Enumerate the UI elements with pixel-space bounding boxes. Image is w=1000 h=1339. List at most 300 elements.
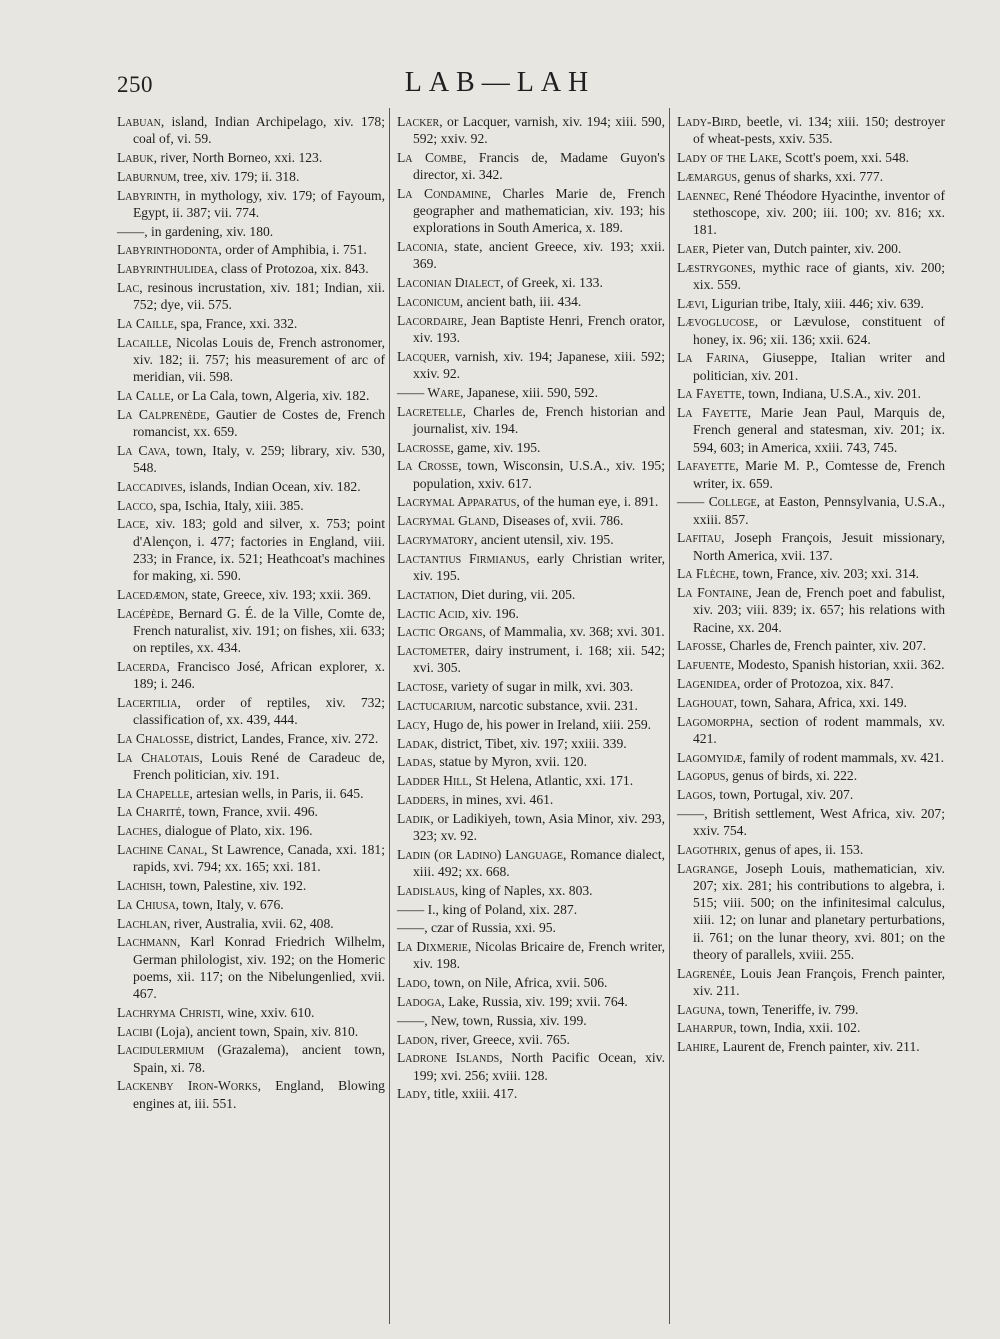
entry-headword: La Fayette — [677, 386, 742, 402]
index-entry — [117, 605, 385, 657]
index-entry — [677, 749, 945, 766]
entry-headword: Læstrygones — [677, 259, 753, 275]
entry-references: , Charles Marie de, French geographer and mathematician, xiv. 193; his explorations in South America, x. 189. — [413, 186, 666, 236]
entry-references: , town, Italy, v. 676. — [175, 896, 284, 912]
page-number: 250 — [117, 72, 153, 97]
index-entry — [397, 403, 665, 437]
entry-headword: La Calprenède — [117, 406, 207, 422]
index-entry — [397, 238, 665, 272]
entry-headword: Lactation — [397, 586, 455, 602]
entry-references: , state, Greece, xiv. 193; xxii. 369. — [184, 586, 372, 602]
index-entry — [397, 348, 665, 382]
index-entry — [117, 279, 385, 313]
entry-headword: Lactantius Firmianus — [397, 550, 526, 566]
entry-headword: Labuk — [117, 150, 154, 165]
entry-headword: Lagos — [677, 787, 713, 803]
entry-headword: —— I. — [397, 901, 436, 917]
index-entry — [397, 753, 665, 770]
entry-headword: Laghouat — [677, 694, 734, 710]
entry-references: , Charles de, French historian and journalist, xiv. 194. — [413, 403, 665, 436]
entry-headword: Lacrymal Apparatus — [397, 494, 517, 510]
index-entry — [117, 1077, 385, 1111]
entry-headword: Ladrone Islands — [397, 1050, 500, 1066]
entry-headword: Ladin (or Ladino) Language — [397, 846, 563, 862]
entry-headword: Laconian Dialect — [397, 275, 501, 291]
index-entry — [677, 1001, 945, 1018]
entry-references: , Joseph Louis, mathematician, xiv. 207; xix. 281; his contributions to algebra, i. 515; viii. 500; on the infinitesimal calculus, xiii. 12; on lunar and planetary perturbations, ii. 761; on the lunar theory, xvi. 801; on the theory of parallels, xviii. 255. — [693, 860, 945, 962]
index-entry — [117, 730, 385, 747]
entry-headword: —— College — [677, 494, 757, 510]
entry-headword: Laer — [677, 240, 706, 256]
entry-references: , of Mammalia, xv. 368; xvi. 301. — [482, 624, 665, 640]
entry-references: , Charles de, French painter, xiv. 207. — [722, 638, 927, 654]
entry-headword: Lacaille — [117, 334, 169, 350]
entry-headword: Laconicum — [397, 294, 460, 309]
index-entry — [397, 312, 665, 346]
index-entry — [677, 404, 945, 456]
index-entry — [677, 637, 945, 654]
entry-references: , or Ladikiyeh, town, Asia Minor, xiv. 293, 323; xv. 92. — [413, 810, 665, 843]
index-entry — [117, 1004, 385, 1021]
entry-headword: La Combe — [397, 150, 463, 165]
entry-references: , town, Teneriffe, iv. 799. — [721, 1001, 859, 1017]
entry-references: , genus of sharks, xxi. 777. — [736, 168, 884, 184]
index-entry — [677, 1038, 945, 1055]
entry-references: , genus of birds, xi. 222. — [725, 768, 858, 784]
entry-headword: Lafuente — [677, 657, 731, 673]
index-entry — [117, 223, 385, 240]
entry-references: , czar of Russia, xxi. 95. — [424, 920, 556, 936]
entry-headword: Lacibi — [117, 1023, 153, 1039]
entry-references: , Nicolas Bricaire de, French writer, xiv. 198. — [413, 939, 665, 972]
entry-references: (Grazalema), ancient town, Spain, xi. 78. — [133, 1042, 385, 1075]
entry-references: , or La Cala, town, Algeria, xiv. 182. — [170, 387, 370, 403]
entry-headword: La Cava — [117, 442, 167, 458]
index-entry — [117, 442, 385, 476]
entry-headword: Ladislaus — [397, 882, 455, 898]
entry-references: , river, Greece, xvii. 765. — [434, 1031, 570, 1047]
entry-headword: Ladon — [397, 1031, 435, 1047]
entry-references: , Jean Baptiste Henri, French orator, xiv. 193. — [413, 312, 665, 345]
index-entry — [117, 915, 385, 932]
index-entry — [677, 805, 945, 839]
entry-references: , title, xxiii. 417. — [426, 1086, 518, 1102]
index-entry — [397, 846, 665, 880]
entry-references: , or Lævulose, constituent of honey, ix. 96; xii. 136; xxii. 624. — [693, 314, 945, 347]
entry-headword: Lacidulermium — [117, 1042, 205, 1058]
entry-references: , New, town, Russia, xiv. 199. — [424, 1012, 587, 1028]
entry-headword: Ladder Hill — [397, 773, 469, 789]
entry-headword: Lachlan — [117, 915, 167, 931]
index-entry — [677, 240, 945, 257]
index-entry — [117, 877, 385, 894]
index-entry — [677, 713, 945, 747]
entry-references: , statue by Myron, xvii. 120. — [432, 754, 587, 770]
entry-references: , René Théodore Hyacinthe, inventor of stethoscope, xiv. 200; iii. 100; xv. 816; xx. 181. — [693, 187, 945, 237]
index-entry — [397, 1031, 665, 1048]
entry-references: , town, Portugal, xiv. 207. — [712, 787, 854, 803]
index-entry — [397, 1049, 665, 1083]
index-entry — [397, 457, 665, 491]
entry-headword: Lactic Organs — [397, 624, 483, 640]
index-entry — [117, 658, 385, 692]
entry-headword: Laconia — [397, 239, 445, 255]
entry-references: , Modesto, Spanish historian, xxii. 362. — [730, 657, 945, 673]
index-entry — [397, 185, 665, 237]
index-entry — [117, 822, 385, 839]
index-entry — [677, 860, 945, 963]
entry-references: , North Pacific Ocean, xiv. 199; xvi. 256; xviii. 128. — [413, 1050, 665, 1083]
index-entry — [397, 550, 665, 584]
entry-headword: —— — [117, 223, 145, 239]
entry-references: , dairy instrument, i. 168; xii. 542; xvi. 305. — [413, 643, 665, 676]
entry-references: , Francis de, Madame Guyon's director, xi. 342. — [413, 150, 665, 183]
entry-headword: Lacretelle — [397, 403, 463, 419]
entry-headword: Lafayette — [677, 458, 736, 474]
index-entry — [397, 113, 665, 147]
entry-references: , resinous incrustation, xiv. 181; Indian, xii. 752; dye, vii. 575. — [133, 279, 385, 313]
index-entry — [117, 113, 385, 147]
entry-headword: Lagenidea — [677, 675, 737, 691]
entry-headword: Labuan — [117, 114, 161, 129]
entry-headword: Lachish — [117, 877, 163, 893]
entry-references: , of the human eye, i. 891. — [516, 494, 659, 510]
index-entry — [397, 716, 665, 733]
index-entry — [397, 901, 665, 918]
index-column-3 — [677, 113, 945, 1057]
entry-headword: Lactose — [397, 679, 445, 695]
index-entry — [117, 841, 385, 875]
entry-headword: Lævoglucose — [677, 314, 755, 330]
index-entry — [117, 406, 385, 440]
index-entry — [117, 497, 385, 514]
entry-references: , Francisco José, African explorer, x. 189; i. 246. — [133, 658, 385, 691]
entry-references: , Romance dialect, xiii. 492; xx. 668. — [413, 846, 665, 879]
entry-headword: Ladoga — [397, 993, 442, 1009]
index-entry — [677, 565, 945, 582]
entry-headword: Lacrymatory — [397, 531, 475, 547]
entry-headword: Lackenby Iron-Works — [117, 1078, 258, 1094]
index-entry — [677, 584, 945, 636]
entry-headword: Lahire — [677, 1039, 716, 1055]
entry-references: , Joseph François, Jesuit missionary, North America, xvii. 137. — [693, 530, 945, 563]
entry-references: , Ligurian tribe, Italy, xiii. 446; xiv. 639. — [704, 295, 924, 311]
entry-references: , state, ancient Greece, xiv. 193; xxii. 369. — [413, 239, 665, 272]
entry-headword: —— — [397, 920, 425, 936]
index-entry — [117, 749, 385, 783]
index-entry — [397, 274, 665, 291]
index-entry — [117, 785, 385, 802]
entry-headword: La Caille — [117, 315, 174, 331]
entry-headword: Lafitau — [677, 530, 722, 546]
index-entry — [397, 1085, 665, 1102]
index-entry — [677, 168, 945, 185]
entry-references: , Marie M. P., Comtesse de, French writer, ix. 659. — [693, 458, 945, 491]
entry-headword: Lagrange — [677, 860, 735, 876]
index-entry — [397, 493, 665, 510]
index-entry — [117, 803, 385, 820]
index-entry — [397, 993, 665, 1010]
entry-references: , early Christian writer, xiv. 195. — [413, 550, 665, 583]
entry-headword: La Farina — [677, 350, 746, 366]
entry-references: , tree, xiv. 179; ii. 318. — [176, 168, 300, 184]
entry-headword: Lactucarium — [397, 697, 473, 713]
entry-headword: Lævi — [677, 295, 705, 311]
entry-references: , town, Indiana, U.S.A., xiv. 201. — [741, 386, 922, 402]
entry-headword: Lactic Acid — [397, 605, 465, 621]
entry-references: , or Lacquer, varnish, xiv. 194; xiii. 590, 592; xxiv. 92. — [413, 114, 665, 147]
entry-headword: Lachmann — [117, 934, 177, 950]
index-entry — [677, 349, 945, 383]
entry-references: , Lake, Russia, xiv. 199; xvii. 764. — [441, 993, 628, 1009]
index-entry — [117, 334, 385, 386]
index-entry — [117, 168, 385, 185]
index-entry — [677, 149, 945, 166]
entry-headword: Labyrinthulidea — [117, 261, 215, 277]
entry-headword: Laches — [117, 823, 159, 839]
entry-headword: Lactometer — [397, 643, 467, 659]
entry-headword: Ladders — [397, 791, 446, 807]
entry-references: , spa, France, xxi. 332. — [173, 315, 298, 331]
index-entry — [677, 113, 945, 147]
entry-references: , town, France, xiv. 203; xxi. 314. — [735, 566, 920, 582]
entry-headword: Lafosse — [677, 638, 723, 654]
index-column-1 — [117, 113, 385, 1113]
entry-references: , dialogue of Plato, xix. 196. — [158, 823, 313, 839]
entry-references: , river, Australia, xvii. 62, 408. — [166, 915, 334, 931]
entry-references: , England, Blowing engines at, iii. 551. — [133, 1078, 385, 1111]
index-entry — [117, 187, 385, 221]
index-entry — [677, 965, 945, 999]
entry-references: , Marie Jean Paul, Marquis de, French general and statesman, xiv. 201; ix. 594, 603; in America, xxiii. 743, 745. — [693, 405, 945, 455]
index-entry — [397, 293, 665, 310]
index-entry — [397, 623, 665, 640]
index-entry — [117, 149, 385, 166]
index-entry — [397, 1012, 665, 1029]
entry-headword: Laccadives — [117, 478, 183, 494]
entry-references: , town, Sahara, Africa, xxi. 149. — [733, 694, 907, 710]
index-entry — [677, 786, 945, 803]
entry-references: , island, Indian Archipelago, xiv. 178; coal of, vi. 59. — [133, 114, 385, 147]
index-entry — [117, 1041, 385, 1075]
index-entry — [397, 531, 665, 548]
index-entry — [117, 896, 385, 913]
entry-references: , varnish, xiv. 194; Japanese, xiii. 592; xxiv. 92. — [413, 348, 665, 381]
entry-headword: Lado — [397, 975, 427, 991]
index-entry — [677, 529, 945, 563]
entry-headword: Lacertilia — [117, 694, 178, 710]
index-entry — [677, 385, 945, 402]
entry-references: , Bernard G. É. de la Ville, Comte de, French naturalist, xiv. 191; on fishes, xii. 633; on reptiles, xx. 434. — [133, 605, 385, 655]
entry-headword: La Fayette — [677, 405, 748, 421]
entry-references: , artesian wells, in Paris, ii. 645. — [189, 785, 364, 801]
entry-references: , in mythology, xiv. 179; of Fayoum, Egypt, ii. 387; vii. 774. — [133, 187, 385, 220]
entry-headword: La Charité — [117, 804, 182, 820]
entry-references: , town, on Nile, Africa, xvii. 506. — [426, 975, 608, 991]
entry-headword: Ladas — [397, 754, 433, 770]
entry-headword: Lagomyidæ — [677, 749, 743, 765]
index-entry — [677, 457, 945, 491]
entry-headword: Lace — [117, 516, 146, 532]
entry-references: , order of Amphibia, i. 751. — [218, 242, 367, 258]
index-entry — [397, 735, 665, 752]
index-entry — [117, 694, 385, 728]
entry-headword: Lachryma Christi — [117, 1004, 221, 1020]
entry-headword: Lacedæmon — [117, 586, 185, 602]
entry-headword: La Chapelle — [117, 785, 190, 801]
index-entry — [397, 586, 665, 603]
column-rule — [389, 108, 390, 1324]
index-entry — [677, 493, 945, 527]
entry-references: , game, xiv. 195. — [450, 439, 541, 455]
entry-references: , Gautier de Costes de, French romancist, xx. 659. — [133, 406, 385, 439]
index-entry — [677, 694, 945, 711]
entry-headword: Lacco — [117, 497, 154, 513]
entry-references: , Louis René de Caradeuc de, French politician, xiv. 191. — [133, 749, 386, 782]
entry-headword: Lady-Bird — [677, 114, 738, 129]
entry-headword: La Flèche — [677, 566, 736, 582]
entry-references: , Pieter van, Dutch painter, xiv. 200. — [705, 240, 902, 256]
index-entry — [117, 315, 385, 332]
entry-headword: La Calle — [117, 387, 171, 403]
entry-headword: Lagrenée — [677, 965, 732, 981]
entry-references: , order of reptiles, xiv. 732; classification of, xx. 439, 444. — [133, 694, 385, 727]
entry-references: , British settlement, West Africa, xiv. 207; xxiv. 754. — [693, 805, 945, 839]
entry-headword: Lacrymal Gland — [397, 513, 496, 529]
running-head: LAB—LAH — [404, 67, 596, 98]
entry-headword: Lachine Canal — [117, 841, 204, 857]
entry-references: , Laurent de, French painter, xiv. 211. — [715, 1039, 920, 1055]
entry-headword: —— — [397, 1012, 425, 1028]
entry-references: , district, Tibet, xiv. 197; xxiii. 339. — [434, 735, 627, 751]
index-entry — [677, 841, 945, 858]
entry-references: , Giuseppe, Italian writer and politician, xiv. 201. — [693, 350, 945, 383]
entry-references: , king of Naples, xx. 803. — [454, 882, 593, 898]
entry-headword: La Crosse — [397, 458, 459, 474]
entry-headword: La Dixmerie — [397, 939, 468, 955]
column-rule — [669, 108, 670, 1324]
entry-headword: Læmargus — [677, 168, 737, 184]
entry-references: , mythic race of giants, xiv. 200; xix. 559. — [693, 259, 945, 292]
entry-headword: Lacépède — [117, 605, 171, 621]
entry-headword: —— Ware — [397, 384, 461, 400]
entry-headword: Labyrinth — [117, 187, 177, 203]
entry-references: , town, Wisconsin, U.S.A., xiv. 195; population, xxiv. 617. — [413, 458, 665, 491]
entry-headword: Laharpur — [677, 1020, 734, 1036]
index-entry — [117, 586, 385, 603]
index-entry — [397, 974, 665, 991]
entry-references: , town, Italy, v. 259; library, xiv. 530, 548. — [133, 442, 386, 475]
entry-references: , xiv. 196. — [465, 605, 519, 621]
entry-references: , St Helena, Atlantic, xxi. 171. — [468, 773, 634, 789]
entry-headword: Ladak — [397, 735, 435, 751]
index-entry — [677, 295, 945, 312]
entry-references: , Japanese, xiii. 590, 592. — [460, 384, 598, 400]
index-entry — [397, 919, 665, 936]
index-entry — [397, 938, 665, 972]
index-entry — [117, 1023, 385, 1040]
entry-headword: Lagopus — [677, 768, 726, 784]
entry-references: , at Easton, Pennsylvania, U.S.A., xxiii. 857. — [693, 494, 946, 527]
index-entry — [397, 149, 665, 183]
entry-references: , of Greek, xi. 133. — [500, 275, 603, 291]
entry-references: , in gardening, xiv. 180. — [144, 223, 274, 239]
index-entry — [117, 933, 385, 1002]
index-entry — [397, 384, 665, 401]
index-entry — [397, 605, 665, 622]
entry-references: , Nicolas Louis de, French astronomer, xiv. 182; ii. 757; his measurement of arc of meridian, vii. 598. — [133, 334, 385, 385]
entry-references: , xiv. 183; gold and silver, x. 753; point d'Alençon, i. 477; factories in England, viii. 233; in France, ix. 521; Heathcoat's machines for making, xi. 590. — [133, 516, 385, 583]
entry-headword: Lac — [117, 279, 140, 295]
entry-headword: Lagothrix — [677, 841, 738, 857]
entry-references: , in mines, xvi. 461. — [445, 791, 554, 807]
index-entry — [397, 512, 665, 529]
entry-headword: La Chiusa — [117, 896, 176, 912]
entry-references: , Diseases of, xvii. 786. — [495, 513, 624, 529]
entry-headword: Lacker — [397, 114, 440, 129]
index-entry — [677, 767, 945, 784]
entry-references: , beetle, vi. 134; xiii. 150; destroyer of wheat-pests, xxiv. 535. — [693, 114, 945, 147]
entry-references: , variety of sugar in milk, xvi. 303. — [444, 679, 634, 695]
entry-headword: Lacquer — [397, 348, 447, 364]
index-entry — [117, 387, 385, 404]
index-entry — [397, 439, 665, 456]
index-entry — [677, 1019, 945, 1036]
entry-references: , town, Palestine, xiv. 192. — [162, 877, 307, 893]
entry-references: , Jean de, French poet and fabulist, xiv. 203; viii. 839; ix. 657; his relations with Racine, xx. 204. — [693, 585, 945, 635]
entry-references: , ancient utensil, xiv. 195. — [474, 531, 614, 547]
entry-references: , islands, Indian Ocean, xiv. 182. — [182, 478, 361, 494]
entry-headword: —— — [677, 805, 705, 821]
index-entry — [397, 642, 665, 676]
index-entry — [397, 772, 665, 789]
entry-references: , Louis Jean François, French painter, xiv. 211. — [693, 965, 945, 998]
entry-references: , section of rodent mammals, xv. 421. — [693, 713, 945, 746]
entry-references: , Scott's poem, xxi. 548. — [778, 150, 910, 165]
entry-references: , family of rodent mammals, xv. 421. — [742, 749, 945, 765]
entry-references: , river, North Borneo, xxi. 123. — [153, 150, 323, 165]
entry-headword: Lacordaire — [397, 312, 464, 328]
index-entry — [117, 478, 385, 495]
entry-headword: Lacrosse — [397, 439, 451, 455]
entry-headword: La Chalosse — [117, 730, 190, 746]
entry-references: , wine, xxiv. 610. — [220, 1004, 315, 1020]
entry-headword: Laburnum — [117, 168, 177, 184]
entry-references: , narcotic substance, xvii. 231. — [472, 697, 638, 713]
index-entry — [397, 810, 665, 844]
entry-headword: Lacy — [397, 716, 427, 732]
index-entry — [677, 187, 945, 239]
entry-references: , Hugo de, his power in Ireland, xiii. 259. — [426, 716, 652, 732]
index-entry — [117, 241, 385, 258]
entry-headword: Lagomorpha — [677, 713, 750, 729]
index-entry — [677, 313, 945, 347]
entry-references: , town, France, xvii. 496. — [181, 804, 318, 820]
entry-headword: La Condamine — [397, 186, 488, 201]
entry-references: (Loja), ancient town, Spain, xiv. 810. — [152, 1023, 359, 1039]
index-column-2 — [397, 113, 665, 1104]
entry-references: , ancient bath, iii. 434. — [459, 294, 582, 309]
entry-references: , class of Protozoa, xix. 843. — [214, 261, 369, 277]
index-entry — [117, 260, 385, 277]
index-entry — [677, 675, 945, 692]
index-entry — [397, 882, 665, 899]
entry-headword: Lacerda — [117, 658, 167, 674]
entry-headword: Ladik — [397, 810, 431, 826]
index-entry — [677, 656, 945, 673]
entry-references: , king of Poland, xix. 287. — [435, 901, 578, 917]
entry-headword: Laennec — [677, 187, 726, 203]
